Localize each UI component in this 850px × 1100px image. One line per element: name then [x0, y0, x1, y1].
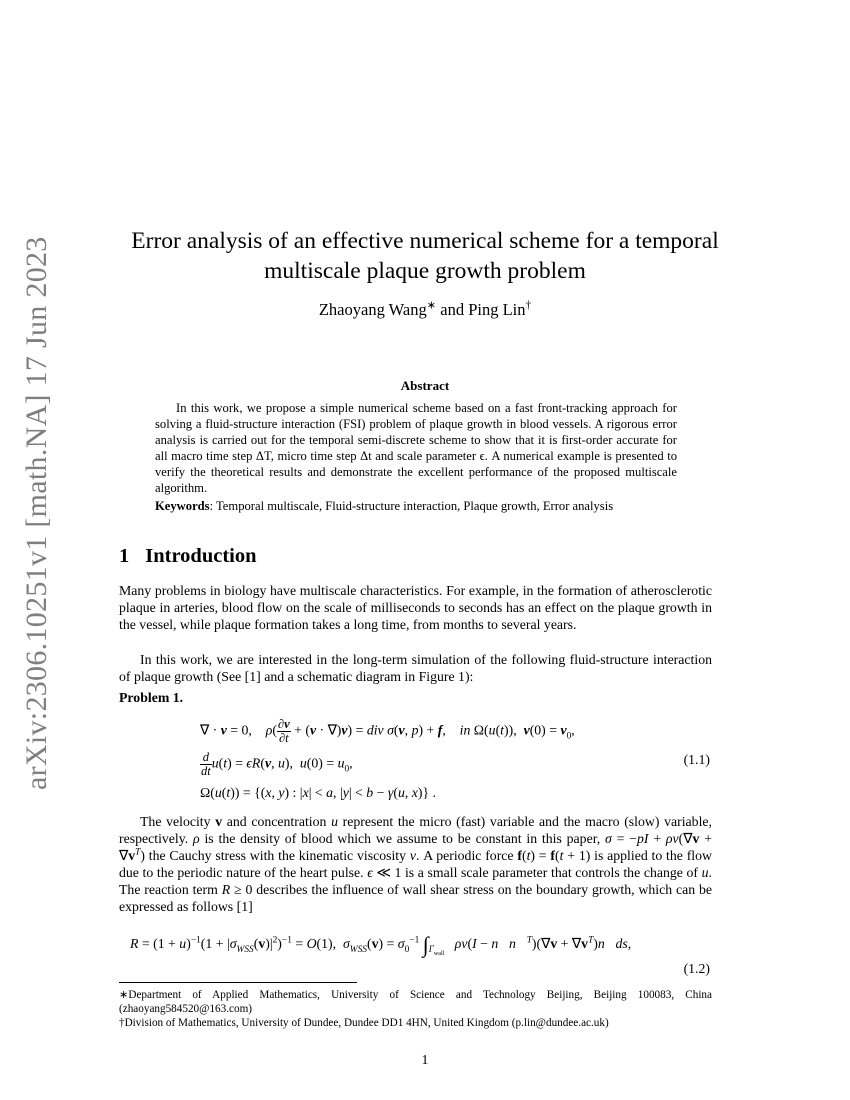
equation-number-1-2: (1.2) — [683, 961, 710, 976]
author-1: Zhaoyang Wang — [318, 300, 427, 319]
section-number: 1 — [119, 545, 130, 567]
author-join: and — [436, 300, 469, 319]
footnote-1: ∗Department of Applied Mathematics, University of Science and Technology Beijing, Beijing 100083, China (zhaoyang584520@163.com) — [119, 989, 712, 1015]
section-title: Introduction — [145, 545, 257, 567]
keywords-text: : Temporal multiscale, Fluid-structure interaction, Plaque growth, Error analysis — [209, 499, 614, 513]
abstract-heading: Abstract — [400, 378, 450, 393]
equation-1-1-line-3: Ω(u(t)) = {(x, y) : |x| < a, |y| < b − γ(u, x)} . — [200, 785, 436, 800]
author-1-mark: ∗ — [426, 299, 437, 312]
section-heading — [119, 545, 257, 568]
equation-1-1-line-1: ∇ · v = 0, ρ( $\frac{\partial v}{\partial t}$ + (v · ∇)v) = div σ(v, p) + f, in Ω(u(t)), $v(0) = v_0$, — [200, 717, 575, 745]
paper-title — [110, 226, 740, 286]
author-2: Ping Lin — [468, 300, 526, 319]
intro-paragraph-1: Many problems in biology have multiscale characteristics. For example, in the formation of atherosclerotic plaque in arteries, blood flow on the scale of milliseconds to seconds has an effect on the plaque growth in the vessel, while plaque formation takes a long time, from months to several years. — [119, 583, 712, 633]
intro-paragraph-3: The velocity v and concentration u represent the micro (fast) variable and the macro (slow) variable, respectively. ρ is the density of blood which we assume to be constant in this paper, $\sigma = -pI + \rho\nu(\nabla v + \nabla v^T)$ the Cauchy stress with the kinematic viscosity ν. A periodic force f(t) = f(t + 1) is applied to the flow due to the periodic nature of the heart pulse. ϵ ≪ 1 is a small scale parameter that controls the change of u. The reaction term R ≥ 0 describes the influence of wall shear stress on the boundary growth, which can be expressed as follows [1] — [119, 814, 713, 915]
abstract-text: In this work, we propose a simple numerical scheme based on a fast front-tracking approach for solving a fluid-structure interaction (FSI) problem of plaque growth in blood vessels. A rigorous error analysis is carried out for the temporal semi-discrete scheme to show that it is first-order accurate for all macro time step ΔT, micro time step Δt and scale parameter ϵ. A numerical example is presented to verify the theoretical results and demonstrate the excellent performance of the proposed multiscale algorithm. — [155, 401, 677, 495]
equation-1-1-line-2: $\frac{d}{dt}$ u(t) = ϵR(v, u), $u(0) = u_0$, — [201, 750, 353, 778]
title-line-1: Error analysis of an effective numerical scheme for a temporal — [131, 228, 719, 254]
footnote-rule — [119, 982, 357, 983]
intro-paragraph-2: In this work, we are interested in the long-term simulation of the following fluid-structure interaction of plaque growth (See [1] and a schematic diagram in Figure 1): — [119, 652, 712, 685]
equation-number-1-1: (1.1) — [683, 752, 710, 767]
title-line-2: multiscale plaque growth problem — [264, 258, 586, 284]
arxiv-identifier: arXiv:2306.10251v1 [math.NA] 17 Jun 2023 — [20, 236, 53, 790]
author-line — [110, 300, 740, 320]
keywords-line — [155, 499, 695, 514]
equation-1-2: $R = (1 + u)^{-1}(1 + |\sigma_{WSS}(v)|^2)^{-1} = O(1)$, $\sigma_{WSS}(v) = \sigma_0^{-1}$ $\int_{\Gamma_{wall}}$ ρν(I − n⃗n⃗$^T$)(∇v + $\nabla v^T)n⃗ds$, — [130, 932, 632, 957]
footnote-2: †Division of Mathematics, University of Dundee, Dundee DD1 4HN, United Kingdom (p.lin@dundee.ac.uk) — [119, 1017, 609, 1029]
author-2-mark: † — [525, 299, 532, 312]
keywords-label: Keywords — [155, 499, 210, 513]
problem-heading: Problem 1. — [119, 690, 184, 705]
page-number: 1 — [421, 1052, 429, 1067]
